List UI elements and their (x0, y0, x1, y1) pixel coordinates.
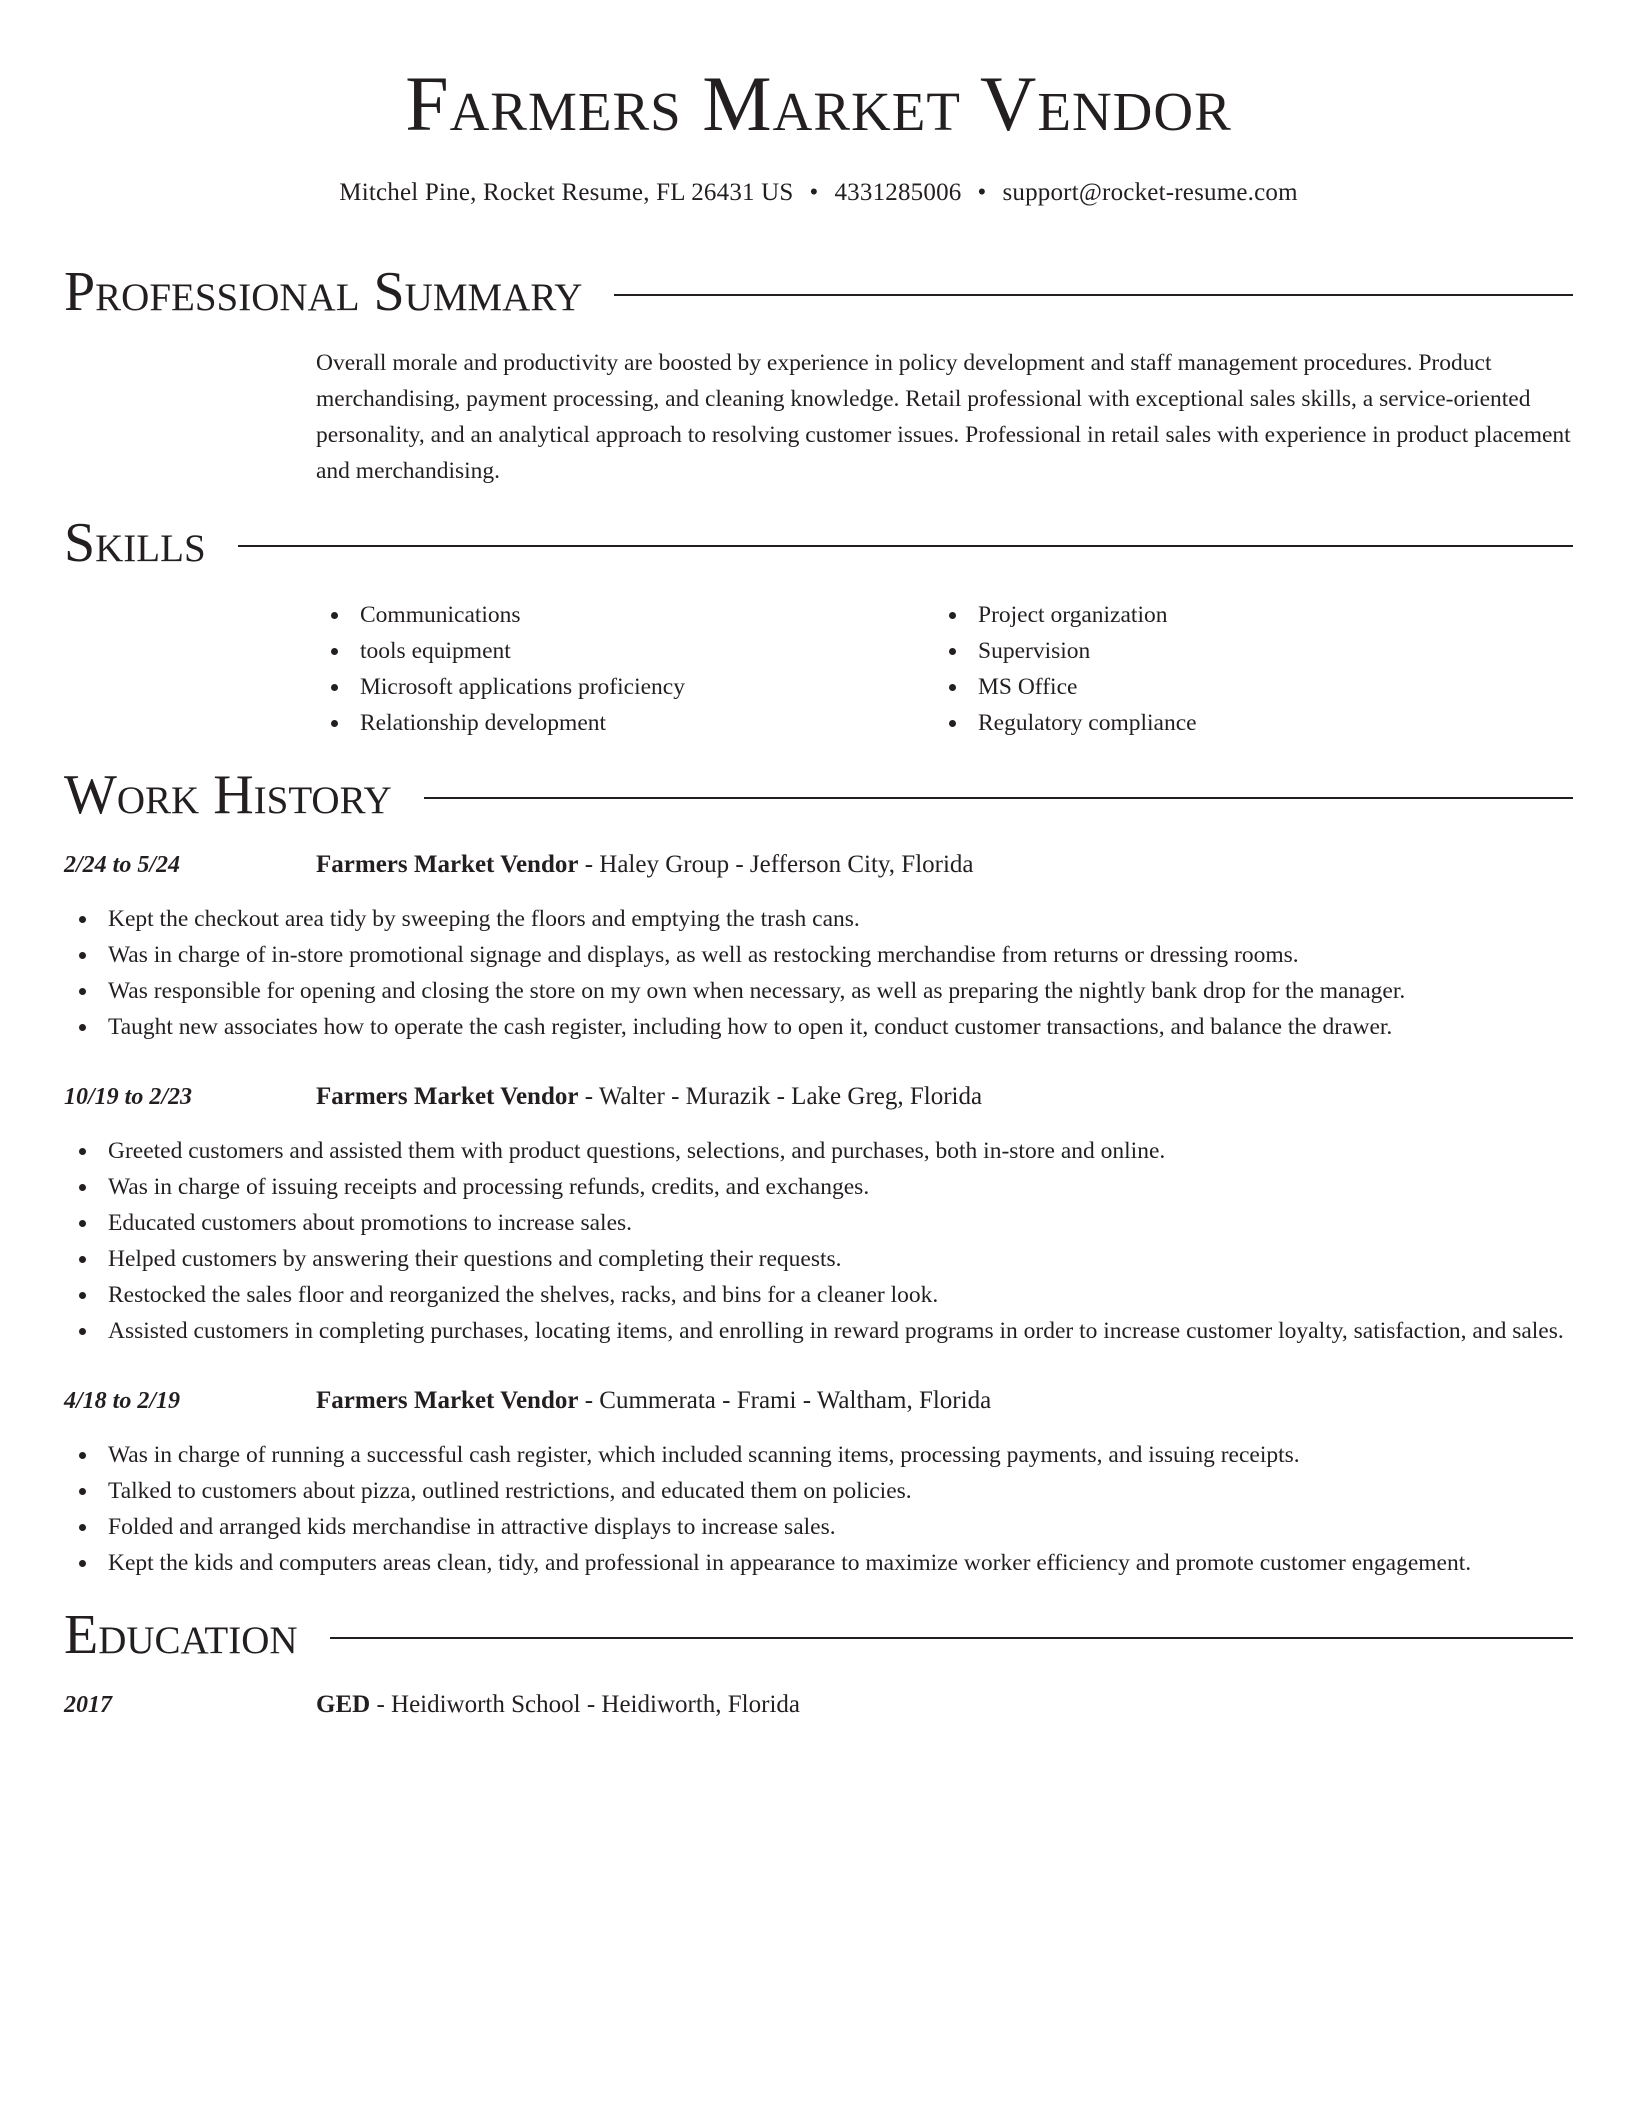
education-details: - Heidiworth School - Heidiworth, Florida (370, 1691, 800, 1718)
job-bullet: Was in charge of issuing receipts and processing refunds, credits, and exchanges. (64, 1169, 1573, 1205)
job-date: 4/18 to 2/19 (64, 1388, 181, 1414)
job-bullet: Kept the kids and computers areas clean, tidy, and professional in appearance to maximize worker efficiency and promote customer engagement. (64, 1545, 1573, 1581)
job-bullet: Greeted customers and assisted them with product questions, selections, and purchases, both in-store and online. (64, 1133, 1573, 1169)
education-degree: GED (316, 1691, 371, 1718)
job-bullet: Was responsible for opening and closing the store on my own when necessary, as well as preparing the nightly bank drop for the manager. (64, 973, 1573, 1009)
job-bullet: Educated customers about promotions to increase sales. (64, 1205, 1573, 1241)
skill-item: Project organization (934, 597, 1552, 633)
job-entry (64, 847, 1573, 1045)
contact-line (64, 176, 1573, 210)
summary-text: Overall morale and productivity are boosted by experience in policy development and staff management procedures. Product merchandising, payment processing, and cleaning knowledge. Retail professional with exceptional sales skills, a service-oriented personality, and an analytical approach to resolving customer issues. Professional in retail sales with experience in product placement and merchandising. (316, 350, 1571, 484)
section-heading-skills (64, 511, 1573, 575)
job-bullet: Helped customers by answering their questions and completing their requests. (64, 1241, 1573, 1277)
section-title: Education (64, 1604, 298, 1666)
skill-item: Supervision (934, 633, 1552, 669)
section-rule (424, 797, 1573, 799)
skill-item: Regulatory compliance (934, 705, 1552, 741)
skill-item: Communications (316, 597, 934, 633)
education-entry (64, 1687, 1573, 1723)
job-details: - Walter - Murazik - Lake Greg, Florida (578, 1083, 983, 1110)
job-title: Farmers Market Vendor (316, 1083, 579, 1110)
section-heading-education (64, 1603, 1573, 1667)
job-bullet: Assisted customers in completing purchases, locating items, and enrolling in reward programs in order to increase customer loyalty, satisfaction, and sales. (64, 1313, 1573, 1349)
resume-title: Farmers Market Vendor (405, 60, 1232, 147)
job-entry (64, 1079, 1573, 1349)
section-rule (614, 294, 1573, 296)
job-title: Farmers Market Vendor (316, 851, 579, 878)
section-rule (238, 545, 1573, 547)
skill-item: MS Office (934, 669, 1552, 705)
skill-item: tools equipment (316, 633, 934, 669)
job-bullet: Was in charge of in-store promotional signage and displays, as well as restocking merchandise from returns or dressing rooms. (64, 937, 1573, 973)
job-bullets (64, 1133, 1573, 1349)
job-bullet: Taught new associates how to operate the cash register, including how to open it, conduct customer transactions, and balance the drawer. (64, 1009, 1573, 1045)
job-header (316, 1079, 982, 1115)
job-bullets (64, 1437, 1573, 1581)
job-bullet: Talked to customers about pizza, outlined restrictions, and educated them on policies. (64, 1473, 1573, 1509)
section-rule (330, 1637, 1573, 1639)
job-bullets (64, 901, 1573, 1045)
contact-separator: • (977, 179, 987, 206)
skill-item: Microsoft applications proficiency (316, 669, 934, 705)
job-bullet: Was in charge of running a successful cash register, which included scanning items, processing payments, and issuing receipts. (64, 1437, 1573, 1473)
job-bullet: Restocked the sales floor and reorganized the shelves, racks, and bins for a cleaner look. (64, 1277, 1573, 1313)
contact-email: support@rocket-resume.com (1002, 179, 1298, 206)
section-title: Professional Summary (64, 261, 583, 323)
section-heading-work-history (64, 763, 1573, 827)
job-details: - Cummerata - Frami - Waltham, Florida (578, 1387, 992, 1414)
job-title: Farmers Market Vendor (316, 1387, 579, 1414)
education-date: 2017 (64, 1692, 112, 1718)
job-date: 2/24 to 5/24 (64, 852, 181, 878)
contact-address: Mitchel Pine, Rocket Resume, FL 26431 US (339, 179, 794, 206)
skills-column-left (316, 597, 934, 741)
section-heading-summary (64, 260, 1573, 324)
job-header (316, 1383, 991, 1419)
skills-list (316, 597, 1573, 741)
job-entry (64, 1383, 1573, 1581)
skills-column-right (934, 597, 1552, 741)
job-date: 10/19 to 2/23 (64, 1084, 193, 1110)
education-header (316, 1687, 800, 1723)
contact-phone: 4331285006 (834, 179, 962, 206)
skill-item: Relationship development (316, 705, 934, 741)
job-details: - Haley Group - Jefferson City, Florida (578, 851, 974, 878)
job-bullet: Folded and arranged kids merchandise in attractive displays to increase sales. (64, 1509, 1573, 1545)
section-title: Skills (64, 512, 206, 574)
job-header (316, 847, 974, 883)
job-bullet: Kept the checkout area tidy by sweeping the floors and emptying the trash cans. (64, 901, 1573, 937)
contact-separator: • (809, 179, 819, 206)
section-title: Work History (64, 764, 392, 826)
